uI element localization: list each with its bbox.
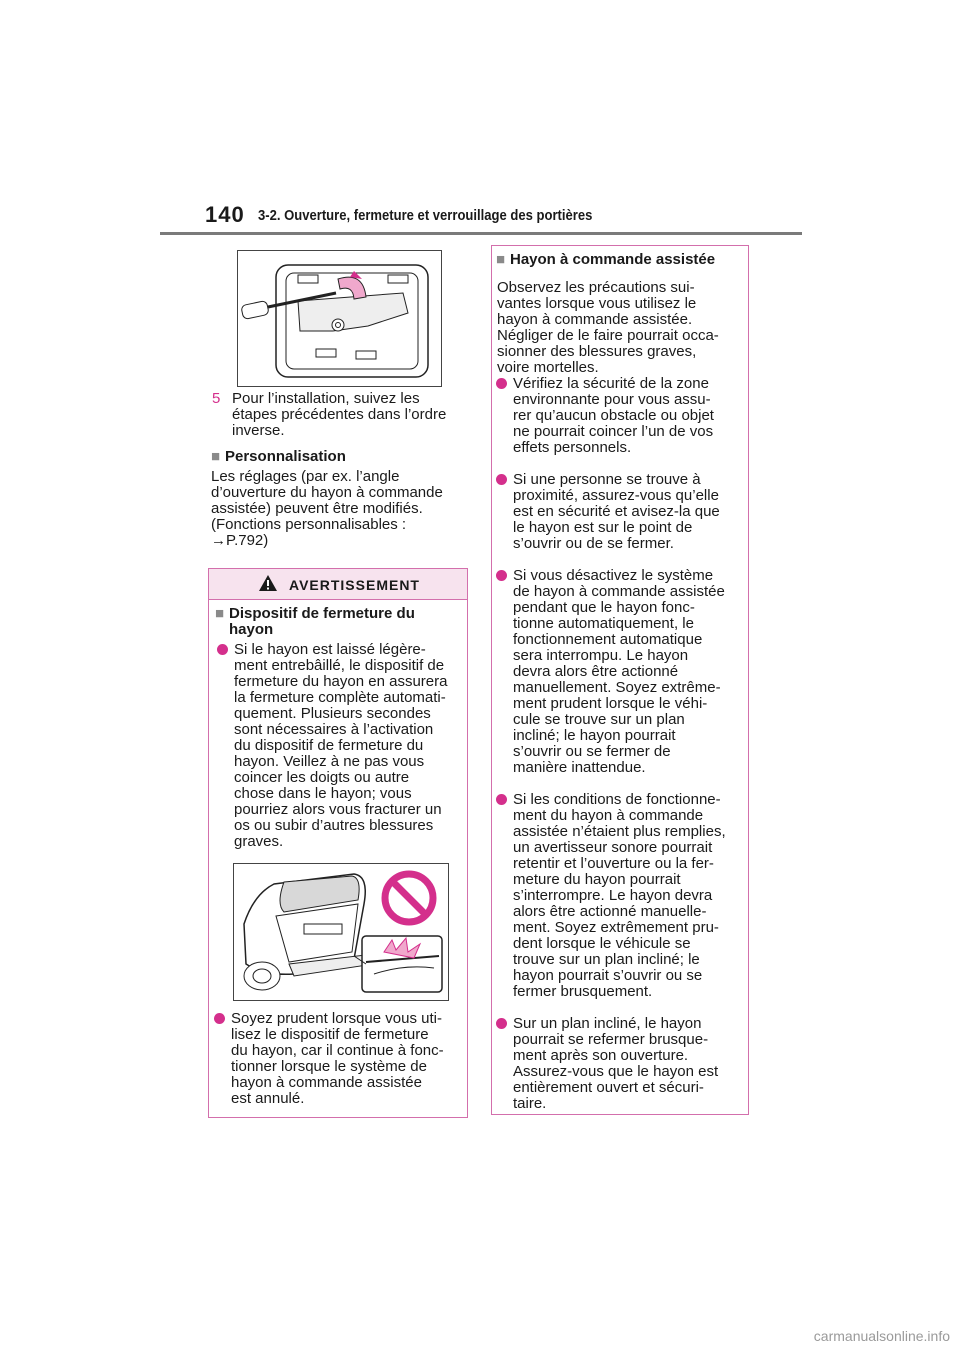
text-line: d’ouverture du hayon à commande [211,484,443,501]
step-number: 5 [212,390,221,407]
page-header [205,202,745,242]
text-line: Assurez-vous que le hayon est [513,1063,719,1080]
text-line: os ou subir d’autres blessures [234,817,434,834]
bullet-dot-icon [496,474,507,485]
text-line: Si les conditions de fonctionne- [513,791,721,808]
text-line: (Fonctions personnalisables : [211,516,407,533]
text-line: assistée n’étaient plus remplies, [513,823,726,840]
text-line: du dispositif de fermeture du [234,737,424,754]
text-line: fermer brusquement. [513,983,653,1000]
text-line: pourriez alors vous fracturer un [234,801,442,818]
text-line: Sur un plan incliné, le hayon [513,1015,702,1032]
warning-title: AVERTISSEMENT [289,577,420,593]
text-line: manuellement. Soyez extrême- [513,679,721,696]
text-line: dent lorsque le véhicule se [513,935,691,952]
text-line: ne pourrait coincer l’un de vos [513,423,714,440]
text-line: Pour l’installation, suivez les [232,390,420,407]
text-line: la fermeture complète automati- [234,689,446,706]
text-line: hayon. Veillez à ne pas vous [234,753,425,770]
text-line: est annulé. [231,1090,305,1107]
text-line: Si vous désactivez le système [513,567,714,584]
text-line: étapes précédentes dans l’ordre [232,406,447,423]
precaution-list [494,376,746,1128]
warning-subsection [215,606,460,850]
bullet-dot-icon [496,1018,507,1029]
text-line: retentir et l’ouverture ou la fer- [513,855,714,872]
text-line: ment. Soyez extrêmement pru- [513,919,719,936]
text-line: voire mortelles. [497,359,599,376]
text-line: du hayon, car il continue à fonc- [231,1042,444,1059]
text-line: s’ouvrir ou de se fermer. [513,535,674,552]
text-line: s’interrompre. Le hayon devra [513,887,713,904]
text-line: entièrement ouvert et sécuri- [513,1079,704,1096]
text-line: Négliger de le faire pourrait occa- [497,327,719,344]
text-line: graves. [234,833,284,850]
bullet-dot-icon [496,570,507,581]
text-line: s’ouvrir ou se fermer de [513,743,671,760]
bullet-dot-icon [496,378,507,389]
text-line: rer qu’aucun obstacle ou objet [513,407,714,424]
text-line: Soyez prudent lorsque vous uti- [231,1010,442,1027]
text-line: taire. [513,1095,547,1112]
warning-banner [209,569,467,600]
text-line: Observez les précautions sui- [497,279,695,296]
text-line: vantes lorsque vous utilisez le [497,295,697,312]
precaution-item [494,376,746,456]
text-line: est en sécurité et avisez-la que [513,503,720,520]
text-line: cule se trouve sur un plan [513,711,685,728]
precaution-item [494,1016,746,1112]
text-line: ment entrebâillé, le dispositif de [234,657,445,674]
text-line: quement. Plusieurs secondes [234,705,431,722]
page-reference: →P.792) [211,532,269,549]
text-line: hayon à commande assistée [231,1074,422,1091]
text-line: pourrait se refermer brusque- [513,1031,709,1048]
square-bullet-icon: ■ [215,605,225,622]
precaution-item [494,568,746,776]
text-line: assistée) peuvent être modifiés. [211,500,423,517]
bullet-dot-icon [496,794,507,805]
text-line: meture du hayon pourrait [513,871,681,888]
text-line: lisez le dispositif de fermeture [231,1026,429,1043]
text-line: environnante pour vous assu- [513,391,711,408]
watermark-link[interactable]: carmanualsonline.info [813,1328,950,1344]
section-heading: Hayon à commande assistée [510,251,716,268]
text-line: effets personnels. [513,439,632,456]
text-line: fonctionnement automatique [513,631,703,648]
text-line: fermeture du hayon en assurera [234,673,448,690]
warning-box [208,568,468,1118]
precaution-item [494,792,746,1000]
page-number: 140 [205,202,245,227]
text-line: sont nécessaires à l’activation [234,721,434,738]
square-bullet-icon: ■ [211,448,221,465]
text-line: pendant que le hayon fonc- [513,599,695,616]
text-line: tionner lorsque le système de [231,1058,427,1075]
precaution-item [494,472,746,552]
text-line: manière inattendue. [513,759,646,776]
text-line: incliné; le hayon pourrait [513,727,676,744]
cover-removal-illustration [237,250,442,387]
subsection-heading-line: Dispositif de fermeture du [229,605,415,622]
text-line: trouve sur un plan incliné; le [513,951,700,968]
text-line: chose dans le hayon; vous [234,785,412,802]
text-line: ment après son ouverture. [513,1047,689,1064]
text-line: hayon pourrait s’ouvrir ou se [513,967,703,984]
text-line: proximité, assurez-vous qu’elle [513,487,719,504]
text-line: tionne automatiquement, le [513,615,694,632]
header-rule [160,232,802,235]
tailgate-pinch-illustration [233,863,449,1001]
personnalisation-section [211,449,471,549]
text-line: alors être actionné manuelle- [513,903,707,920]
warning-bullet-2 [212,1011,467,1107]
section-title: 3-2. Ouverture, fermeture et verrouillage des portières [258,208,593,224]
text-line: sionner des blessures graves, [497,343,697,360]
text-line: sera interrompu. Le hayon [513,647,689,664]
bullet-dot-icon [217,644,228,655]
text-line: Si une personne se trouve à [513,471,701,488]
text-line: Les réglages (par ex. l’angle [211,468,400,485]
bullet-dot-icon [214,1013,225,1024]
intro-paragraph [497,280,742,376]
text-line: coincer les doigts ou autre [234,769,410,786]
text-line: ment du hayon à commande [513,807,704,824]
right-heading [496,252,715,268]
text-line: hayon à commande assistée. [497,311,693,328]
square-bullet-icon: ■ [496,251,506,268]
text-line: Si le hayon est laissé légère- [234,641,426,658]
section-heading: Personnalisation [225,448,346,465]
text-line: un avertisseur sonore pourrait [513,839,713,856]
warning-bullet [215,642,460,850]
text-line: de hayon à commande assistée [513,583,725,600]
power-tailgate-box [491,245,749,1115]
warning-triangle-icon [258,574,278,592]
text-line: inverse. [232,422,285,439]
text-line: le hayon est sur le point de [513,519,693,536]
text-line: ment prudent lorsque le véhi- [513,695,708,712]
subsection-heading-line: hayon [229,621,274,638]
text-line: devra alors être actionné [513,663,679,680]
text-line: Vérifiez la sécurité de la zone [513,375,709,392]
